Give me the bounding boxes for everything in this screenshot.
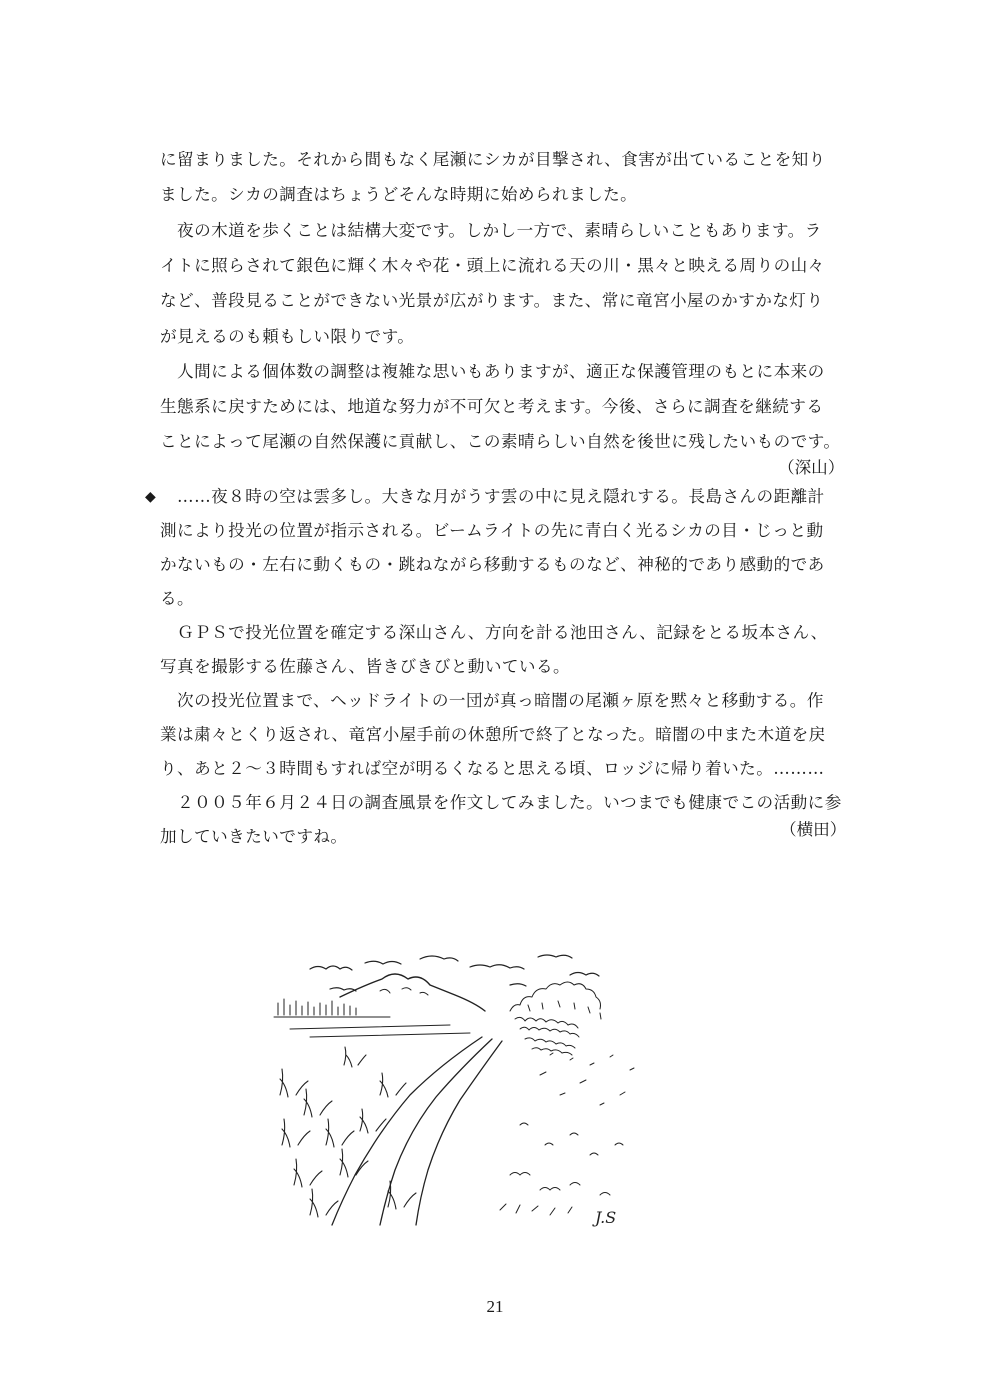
paragraph-line: り、あと２～３時間もすれば空が明るくなると思える頃、ロッジに帰り着いた。……… [160,759,825,778]
paragraph-line: ことによって尾瀬の自然保護に貢献し、この素晴らしい自然を後世に残したいものです。 [160,432,841,451]
paragraph-line: など、普段見ることができない光景が広がります。また、常に竜宮小屋のかすかな灯り [160,291,824,310]
clouds-sketch [310,955,599,991]
tree-cluster-sketch [510,982,601,1055]
diamond-bullet-icon: ◆ [145,489,156,505]
paragraph-line: ……夜８時の空は雲多し。大きな月がうす雲の中に見え隠れする。長島さんの距離計 [160,487,825,506]
paragraph-line: 夜の木道を歩くことは結構大変です。しかし一方で、素晴らしいこともあります。ラ [160,221,822,240]
paragraph-line: る。 [160,589,195,608]
paragraph-line: 業は粛々とくり返され、竜宮小屋手前の休憩所で終了となった。暗闇の中また木道を戻 [160,725,826,744]
paragraph-line: イトに照らされて銀色に輝く木々や花・頭上に流れる天の川・黒々と映える周りの山々 [160,256,825,275]
plants-sketch [280,1047,416,1217]
landscape-illustration [270,945,670,1230]
author-signature: （横田） [780,820,847,839]
paragraph-line: 生態系に戻すためには、地道な努力が不可欠と考えます。今後、さらに調査を継続する [160,397,824,416]
paragraph-line: 測により投光の位置が指示される。ビームライトの先に青白く光るシカの目・じっと動 [160,521,824,540]
paragraph-line: に留まりました。それから間もなく尾瀬にシカが目撃され、食害が出ていることを知り [160,150,826,169]
paragraph-line: 写真を撮影する佐藤さん、皆きびきびと動いている。 [160,657,571,676]
paragraph-line: ました。シカの調査はちょうどそんな時期に始められました。 [160,185,638,204]
paragraph-line: ＧＰＳで投光位置を確定する深山さん、方向を計る池田さん、記録をとる坂本さん、 [160,623,828,642]
paragraph-line: 加していきたいですね。 [160,827,348,846]
paragraph-line: 人間による個体数の調整は複雑な思いもありますが、適正な保護管理のもとに本来の [160,362,825,381]
paragraph-line: ２００５年６月２４日の調査風景を作文してみました。いつまでも健康でこの活動に参 [160,793,842,812]
meadow-sketch [500,1053,634,1215]
page-number: 21 [486,1297,504,1316]
author-signature: （深山） [778,458,845,477]
treeline-sketch [274,999,470,1037]
sketch-signature: J.S [595,1208,617,1227]
paragraph-line: が見えるのも頼もしい限りです。 [160,327,415,346]
paragraph-line: 次の投光位置まで、ヘッドライトの一団が真っ暗闇の尾瀬ヶ原を黙々と移動する。作 [160,691,824,710]
paragraph-line: かないもの・左右に動くもの・跳ねながら移動するものなど、神秘的であり感動的であ [160,555,825,574]
